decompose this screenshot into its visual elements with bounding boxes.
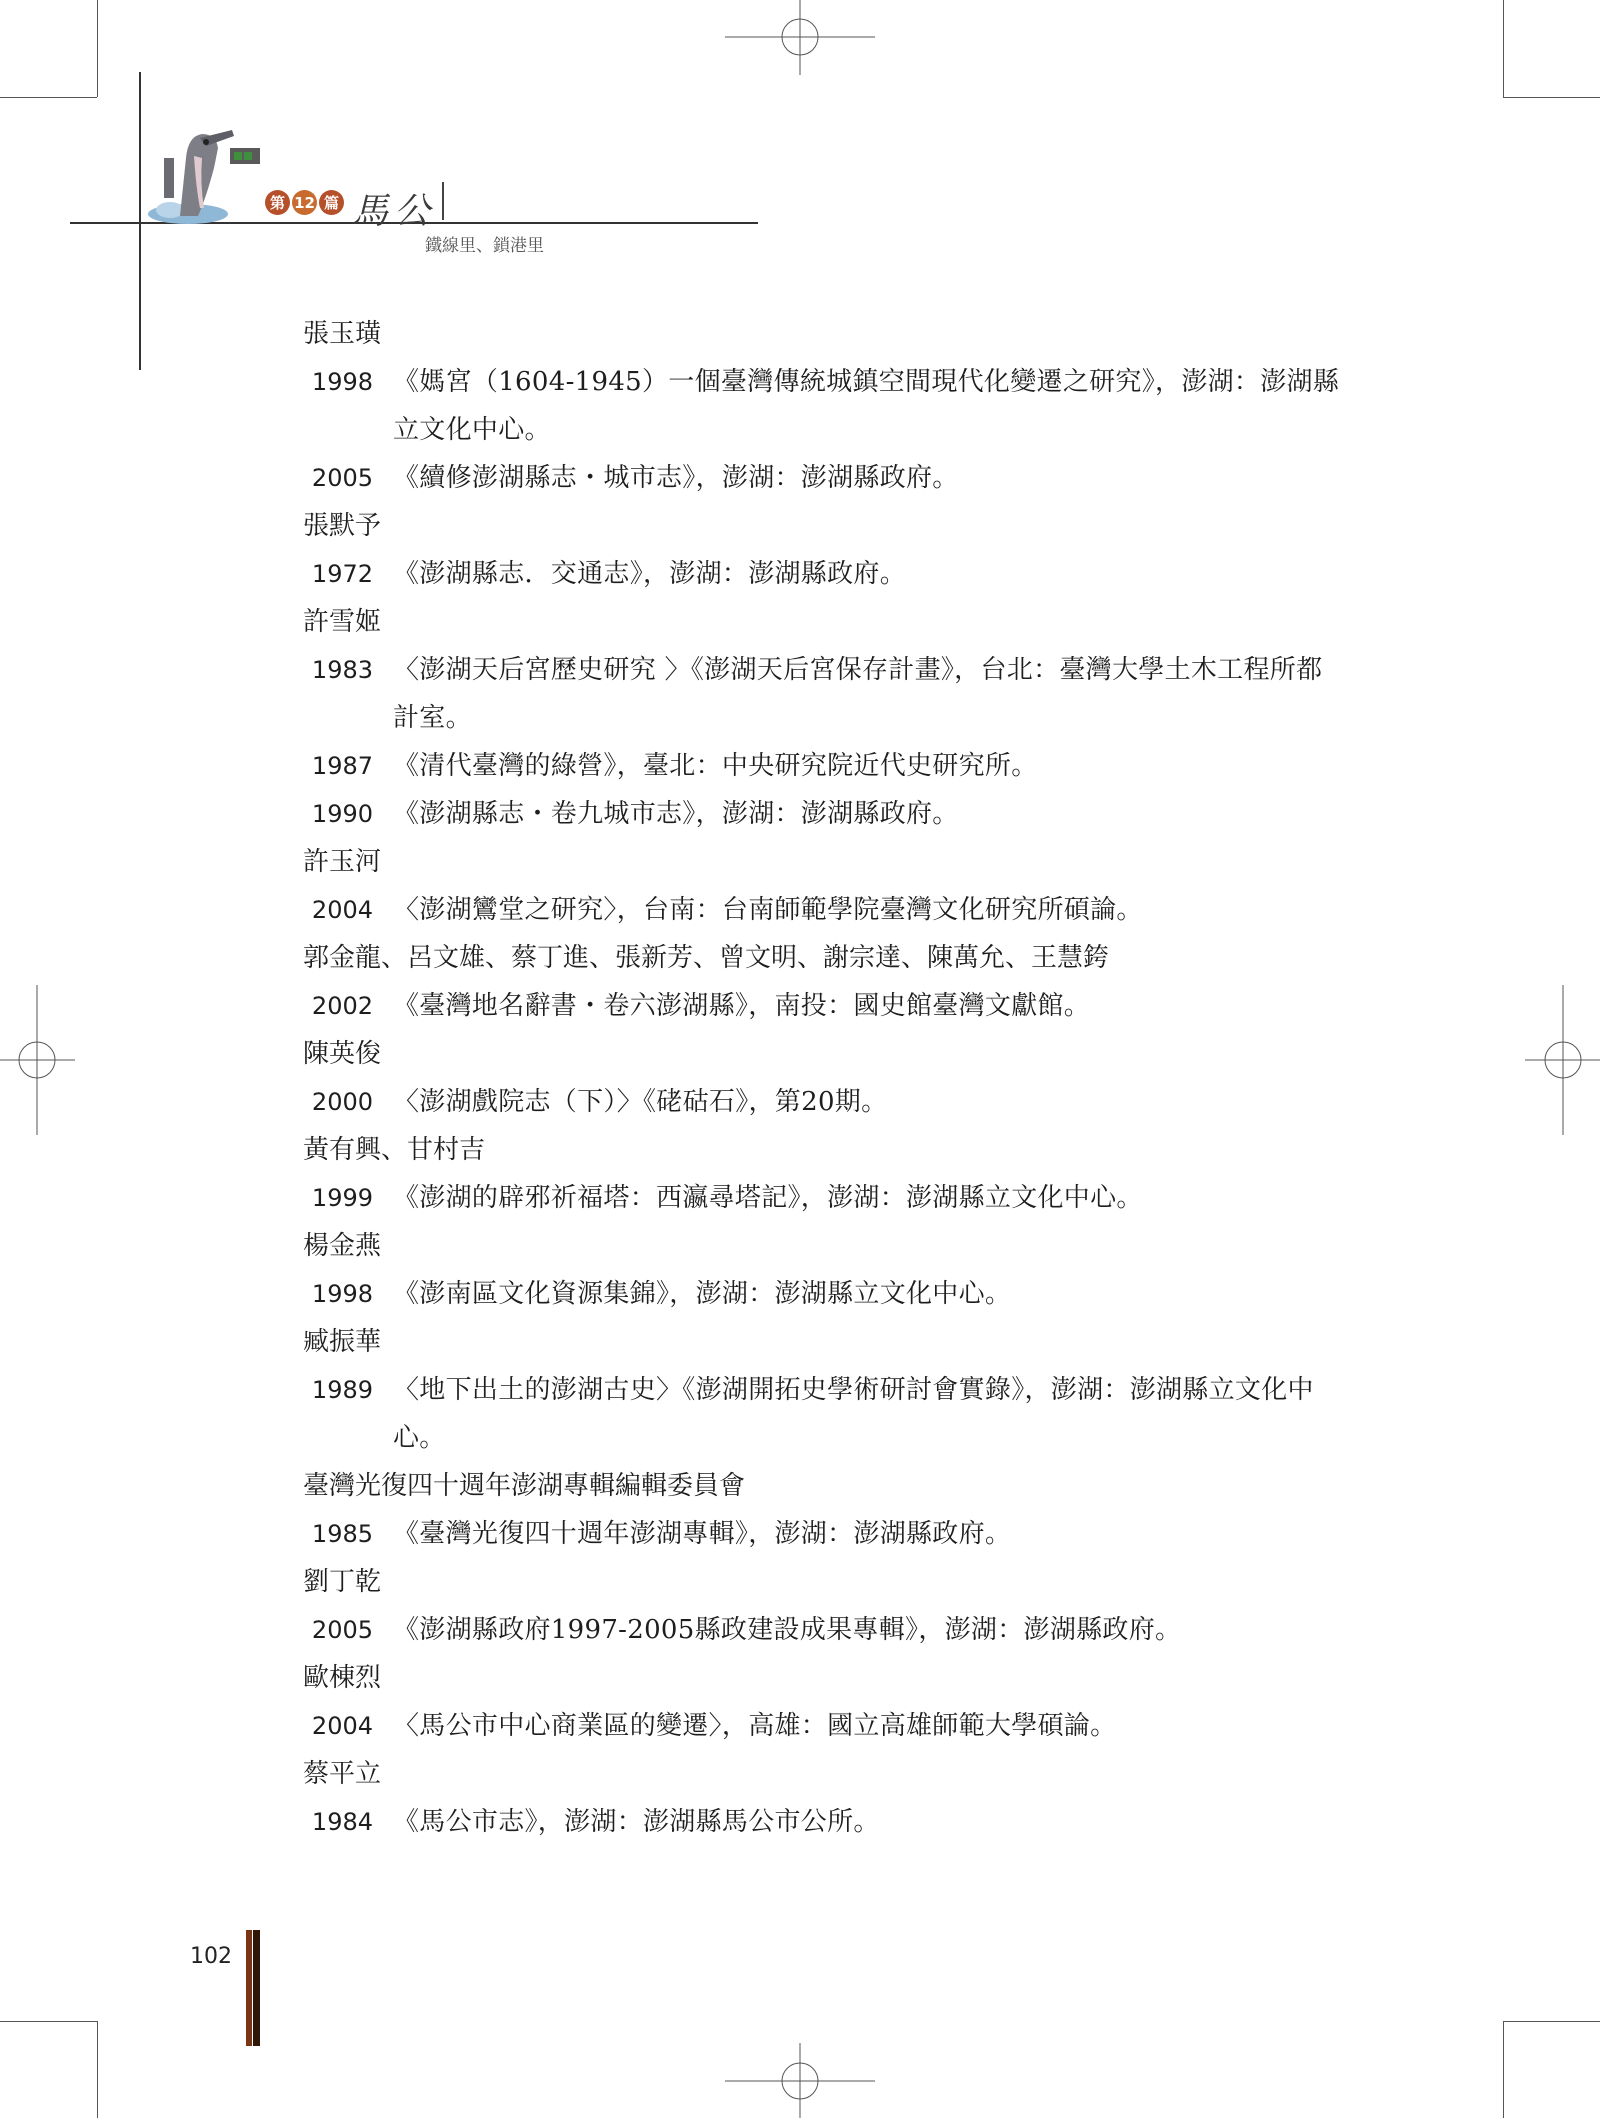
reference-year: 1990 xyxy=(311,800,373,828)
reference-group xyxy=(303,934,1363,1030)
reference-entry xyxy=(303,742,1363,790)
reference-author: 許玉河 xyxy=(303,847,382,877)
reference-entry xyxy=(303,982,1363,1030)
reference-group xyxy=(303,1462,1363,1558)
reference-year: 1984 xyxy=(311,1808,373,1836)
reference-entry xyxy=(303,886,1363,934)
reference-text: 《澎湖縣志・卷九城市志》，澎湖：澎湖縣政府。 xyxy=(393,799,959,829)
page-number-bar xyxy=(246,1930,252,2046)
reference-text: 《澎湖縣志．交通志》，澎湖：澎湖縣政府。 xyxy=(393,559,907,589)
reference-year: 2002 xyxy=(311,992,373,1020)
chapter-prefix: 第 xyxy=(265,190,290,215)
reference-entry xyxy=(303,790,1363,838)
crop-mark xyxy=(1503,97,1600,98)
reference-author: 許雪姬 xyxy=(303,607,382,637)
reference-entry xyxy=(303,1078,1363,1126)
reference-entry xyxy=(303,358,1363,454)
reference-text: 〈澎湖天后宮歷史研究 〉《澎湖天后宮保存計畫》，台北：臺灣大學土木工程所都計室。 xyxy=(393,655,1323,733)
crop-mark xyxy=(1503,2021,1504,2118)
reference-text: 《臺灣光復四十週年澎湖專輯》，澎湖：澎湖縣政府。 xyxy=(393,1519,1012,1549)
crop-mark xyxy=(1503,2021,1600,2022)
chapter-subtitle: 鐵線里、鎖港里 xyxy=(425,236,544,256)
reference-text: 〈馬公市中心商業區的變遷〉，高雄：國立高雄師範大學碩論。 xyxy=(393,1711,1117,1741)
title-divider xyxy=(442,182,444,220)
reference-author: 陳英俊 xyxy=(303,1039,382,1069)
reference-entry xyxy=(303,1510,1363,1558)
reference-group xyxy=(303,310,1363,502)
reference-group xyxy=(303,502,1363,598)
reference-year: 1972 xyxy=(311,560,373,588)
reference-text: 《澎湖的辟邪祈福塔：西瀛尋塔記》，澎湖：澎湖縣立文化中心。 xyxy=(393,1183,1143,1213)
reference-year: 1999 xyxy=(311,1184,373,1212)
reference-group xyxy=(303,1558,1363,1654)
page-number-bar-shadow xyxy=(253,1930,260,2046)
reference-author: 張默予 xyxy=(303,511,382,541)
reference-group xyxy=(303,1750,1363,1846)
reference-year: 1985 xyxy=(311,1520,373,1548)
reference-author: 歐棟烈 xyxy=(303,1663,382,1693)
reference-entry xyxy=(303,1798,1363,1846)
reference-author: 郭金龍、呂文雄、蔡丁進、張新芳、曾文明、謝宗達、陳萬允、王慧銙 xyxy=(303,943,1110,973)
chapter-number-badge xyxy=(265,190,344,215)
reference-entry xyxy=(303,1702,1363,1750)
reference-group xyxy=(303,1222,1363,1318)
reference-year: 1998 xyxy=(311,368,373,396)
reference-text: 《媽宮（1604-1945）一個臺灣傳統城鎮空間現代化變遷之研究》，澎湖：澎湖縣立文化中心。 xyxy=(393,367,1340,445)
reference-text: 《馬公市志》，澎湖：澎湖縣馬公市公所。 xyxy=(393,1807,880,1837)
reference-text: 《澎湖縣政府1997-2005縣政建設成果專輯》，澎湖：澎湖縣政府。 xyxy=(393,1615,1182,1645)
registration-mark-left xyxy=(0,985,75,1135)
reference-year: 2005 xyxy=(311,1616,373,1644)
reference-group xyxy=(303,1654,1363,1750)
reference-text: 《清代臺灣的綠營》，臺北：中央研究院近代史研究所。 xyxy=(393,751,1038,781)
reference-year: 2005 xyxy=(311,464,373,492)
stone-bird-mascot-icon xyxy=(140,128,265,224)
reference-entry xyxy=(303,1606,1363,1654)
registration-mark-right xyxy=(1525,985,1600,1135)
reference-author: 楊金燕 xyxy=(303,1231,382,1261)
reference-author: 劉丁乾 xyxy=(303,1567,382,1597)
chapter-suffix: 篇 xyxy=(319,190,344,215)
reference-author: 臧振華 xyxy=(303,1327,382,1357)
page-number: 102 xyxy=(190,1944,232,1969)
reference-author: 蔡平立 xyxy=(303,1759,382,1789)
reference-entry xyxy=(303,454,1363,502)
reference-year: 2000 xyxy=(311,1088,373,1116)
reference-year: 1983 xyxy=(311,656,373,684)
reference-year: 1989 xyxy=(311,1376,373,1404)
reference-year: 1998 xyxy=(311,1280,373,1308)
reference-text: 《臺灣地名辭書・卷六澎湖縣》，南投：國史館臺灣文獻館。 xyxy=(393,991,1091,1021)
reference-text: 《澎南區文化資源集錦》，澎湖：澎湖縣立文化中心。 xyxy=(393,1279,1012,1309)
reference-entry xyxy=(303,646,1363,742)
reference-text: 〈澎湖鸞堂之研究〉，台南：台南師範學院臺灣文化研究所碩論。 xyxy=(393,895,1143,925)
crop-mark xyxy=(0,2021,97,2022)
reference-author: 黃有興、甘村吉 xyxy=(303,1135,486,1165)
reference-entry xyxy=(303,550,1363,598)
reference-group xyxy=(303,1030,1363,1126)
reference-year: 2004 xyxy=(311,1712,373,1740)
reference-year: 1987 xyxy=(311,752,373,780)
reference-author: 張玉璜 xyxy=(303,319,382,349)
reference-year: 2004 xyxy=(311,896,373,924)
reference-entry xyxy=(303,1174,1363,1222)
reference-group xyxy=(303,1318,1363,1462)
chapter-number: 12 xyxy=(292,190,317,215)
reference-group xyxy=(303,598,1363,838)
crop-mark xyxy=(1503,0,1504,97)
reference-group xyxy=(303,838,1363,934)
reference-author: 臺灣光復四十週年澎湖專輯編輯委員會 xyxy=(303,1471,746,1501)
reference-text: 〈地下出土的澎湖古史〉《澎湖開拓史學術研討會實錄》，澎湖：澎湖縣立文化中心。 xyxy=(393,1375,1314,1453)
reference-entry xyxy=(303,1366,1363,1462)
chapter-header xyxy=(0,0,760,260)
reference-group xyxy=(303,1126,1363,1222)
reference-text: 《續修澎湖縣志・城市志》，澎湖：澎湖縣政府。 xyxy=(393,463,959,493)
chapter-title: 馬公 xyxy=(352,191,437,232)
registration-mark-bottom xyxy=(725,2043,875,2118)
crop-mark xyxy=(97,2021,98,2118)
reference-entry xyxy=(303,1270,1363,1318)
reference-text: 〈澎湖戲院志（下）〉《硓𥑮石》，第20期。 xyxy=(393,1087,888,1117)
reference-list xyxy=(303,310,1363,1846)
